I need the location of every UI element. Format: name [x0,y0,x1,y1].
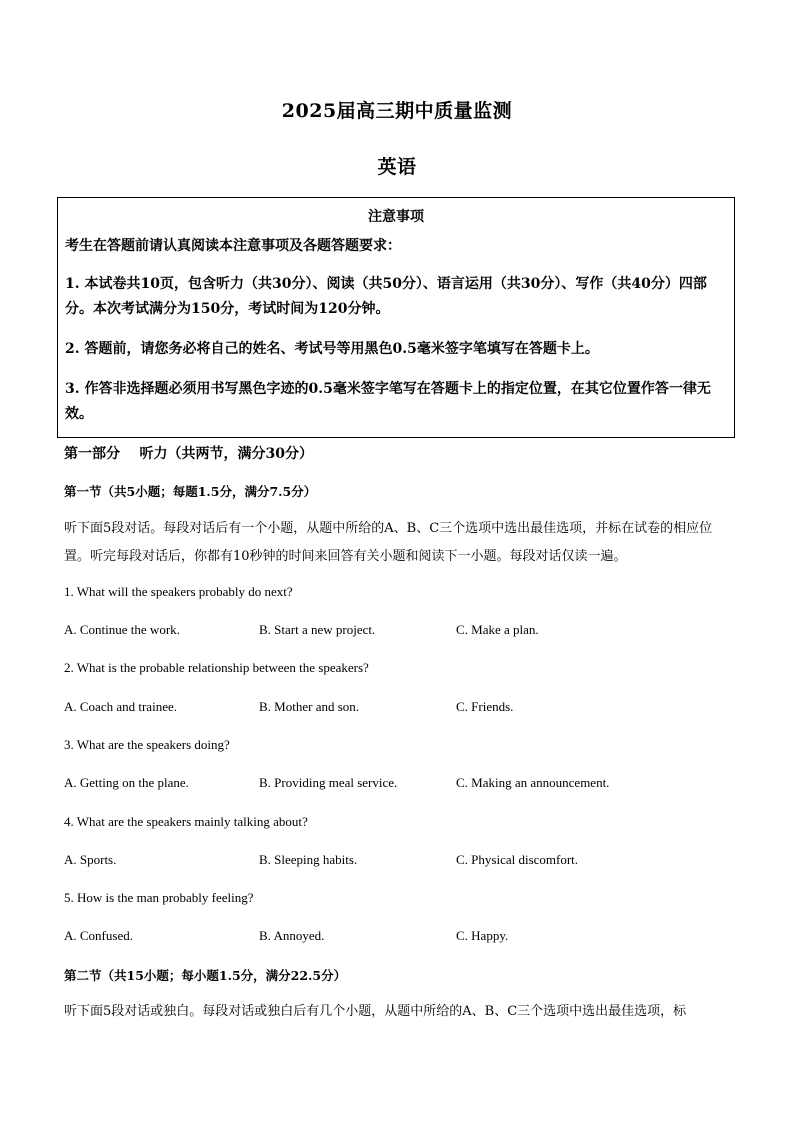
notice-item-3: 3. 作答非选择题必须用书写黑色字迹的0.5毫米签字笔写在答题卡上的指定位置，在其它位置作答一律无效。 [65,381,711,422]
q4-option-c: C. Physical discomfort. [456,852,579,867]
section2-instructions: 听下面5段对话或独白。每段对话或独白后有几个小题，从题中所给的A、B、C三个选项中选出最佳选项，标 [64,1004,687,1019]
question-3: 3. What are the speakers doing? [64,737,230,752]
exam-title: 2025届高三期中质量监测 [281,100,513,122]
q2-option-b: B. Mother and son. [259,699,360,714]
notice-box [57,197,735,438]
q5-option-b: B. Annoyed. [259,928,325,943]
question-2: 2. What is the probable relationship between the speakers? [64,660,369,675]
q4-option-b: B. Sleeping habits. [259,852,358,867]
section1-title: 第一节（共5小题；每题1.5分，满分7.5分） [64,484,317,499]
question-1: 1. What will the speakers probably do next? [64,584,293,599]
notice-heading: 注意事项 [368,209,424,225]
q3-option-a: A. Getting on the plane. [64,775,189,790]
q5-option-a: A. Confused. [64,928,133,943]
q3-option-c: C. Making an announcement. [456,775,610,790]
q1-option-c: C. Make a plan. [456,622,539,637]
question-5: 5. How is the man probably feeling? [64,890,254,905]
section1-instructions: 听下面5段对话。每段对话后有一个小题，从题中所给的A、B、C三个选项中选出最佳选项，并标在试卷的相应位置。听完每段对话后，你都有10秒钟的时间来回答有关小题和阅读下一小题。每段对话仅读一遍。 [64,521,713,564]
q3-option-b: B. Providing meal service. [259,775,398,790]
q2-option-c: C. Friends. [456,699,514,714]
notice-item-2: 2. 答题前，请您务必将自己的姓名、考试号等用黑色0.5毫米签字笔填写在答题卡上。 [65,341,599,357]
q1-option-b: B. Start a new project. [259,622,376,637]
section2-title: 第二节（共15小题；每小题1.5分，满分22.5分） [64,968,347,983]
exam-subject: 英语 [377,156,417,178]
q5-option-c: C. Happy. [456,928,509,943]
q2-option-a: A. Coach and trainee. [64,699,177,714]
notice-intro: 考生在答题前请认真阅读本注意事项及各题答题要求： [65,238,401,254]
question-4: 4. What are the speakers mainly talking about? [64,814,308,829]
q1-option-a: A. Continue the work. [64,622,180,637]
notice-item-1: 1. 本试卷共10页，包含听力（共30分）、阅读（共50分）、语言运用（共30分）、写作（共40分）四部分。本次考试满分为150分，考试时间为120分钟。 [65,276,707,317]
q4-option-a: A. Sports. [64,852,117,867]
part1-title: 第一部分 听力（共两节，满分30分） [64,446,313,462]
